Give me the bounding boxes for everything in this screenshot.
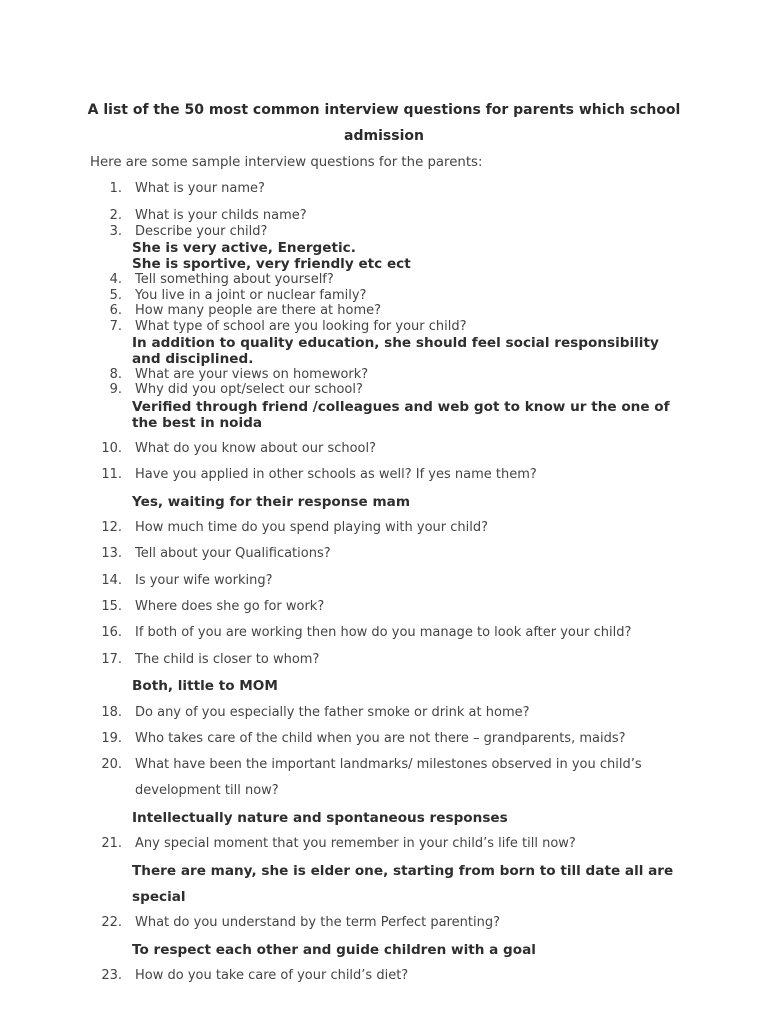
item-number: 20.: [101, 757, 122, 772]
item-number: 21.: [101, 836, 122, 851]
item-text: What have been the important landmarks/ milestones observed in you child’s: [135, 757, 642, 772]
item-text: How many people are there at home?: [135, 303, 382, 318]
item-text: Where does she go for work?: [135, 599, 325, 614]
item-number: 4.: [109, 272, 122, 287]
item-number: 10.: [101, 441, 122, 456]
item-number: 8.: [109, 367, 122, 382]
answer-3-line2: She is sportive, very friendly etc ect: [132, 256, 411, 272]
item-text: You live in a joint or nuclear family?: [135, 288, 367, 303]
item-number: 17.: [101, 652, 122, 667]
item-text: Do any of you especially the father smoke or drink at home?: [135, 705, 530, 720]
item-number: 5.: [109, 288, 122, 303]
item-number: 7.: [109, 319, 122, 334]
item-text: Describe your child?: [135, 224, 268, 239]
item-number: 16.: [101, 625, 122, 640]
item-number: 19.: [101, 731, 122, 746]
item-text: What is your childs name?: [135, 208, 307, 223]
answer-21-line2: special: [132, 889, 186, 905]
item-text: Why did you opt/select our school?: [135, 382, 363, 397]
item-text: What do you understand by the term Perfect parenting?: [135, 915, 501, 930]
item-number: 23.: [101, 968, 122, 983]
answer-17: Both, little to MOM: [132, 678, 278, 694]
item-text: If both of you are working then how do you manage to look after your child?: [135, 625, 632, 640]
answer-11: Yes, waiting for their response mam: [132, 494, 410, 510]
item-text: Have you applied in other schools as well? If yes name them?: [135, 467, 537, 482]
document-title-line2: admission: [344, 128, 424, 144]
answer-3-line1: She is very active, Energetic.: [132, 240, 356, 256]
item-text: development till now?: [135, 783, 279, 798]
item-number: 22.: [101, 915, 122, 930]
item-text: Who takes care of the child when you are not there – grandparents, maids?: [135, 731, 626, 746]
item-number: 6.: [109, 303, 122, 318]
item-number: 1.: [109, 181, 122, 196]
item-number: 18.: [101, 705, 122, 720]
item-text: Any special moment that you remember in your child’s life till now?: [135, 836, 576, 851]
answer-21-line1: There are many, she is elder one, starting from born to till date all are: [132, 863, 674, 879]
item-number: 13.: [101, 546, 122, 561]
item-text: What type of school are you looking for your child?: [135, 319, 467, 334]
answer-22: To respect each other and guide children with a goal: [132, 942, 536, 958]
answer-20: Intellectually nature and spontaneous responses: [132, 810, 508, 826]
item-text: The child is closer to whom?: [135, 652, 320, 667]
intro-text: Here are some sample interview questions for the parents:: [90, 155, 483, 170]
item-text: What do you know about our school?: [135, 441, 377, 456]
item-text: What are your views on homework?: [135, 367, 369, 382]
item-text: Is your wife working?: [135, 573, 273, 588]
item-text: What is your name?: [135, 181, 265, 196]
item-number: 11.: [101, 467, 122, 482]
item-number: 14.: [101, 573, 122, 588]
item-text: How much time do you spend playing with your child?: [135, 520, 489, 535]
item-number: 3.: [109, 224, 122, 239]
document-title-line1: A list of the 50 most common interview questions for parents which school: [87, 102, 681, 118]
item-text: Tell about your Qualifications?: [135, 546, 331, 561]
item-number: 12.: [101, 520, 122, 535]
item-text: How do you take care of your child’s diet?: [135, 968, 409, 983]
item-text: Tell something about yourself?: [135, 272, 334, 287]
answer-7: In addition to quality education, she should feel social responsibility and disciplined.: [132, 335, 659, 367]
answer-9: Verified through friend /colleagues and web got to know ur the one of the best in noida: [132, 399, 670, 431]
item-number: 9.: [109, 382, 122, 397]
item-number: 15.: [101, 599, 122, 614]
item-number: 2.: [109, 208, 122, 223]
